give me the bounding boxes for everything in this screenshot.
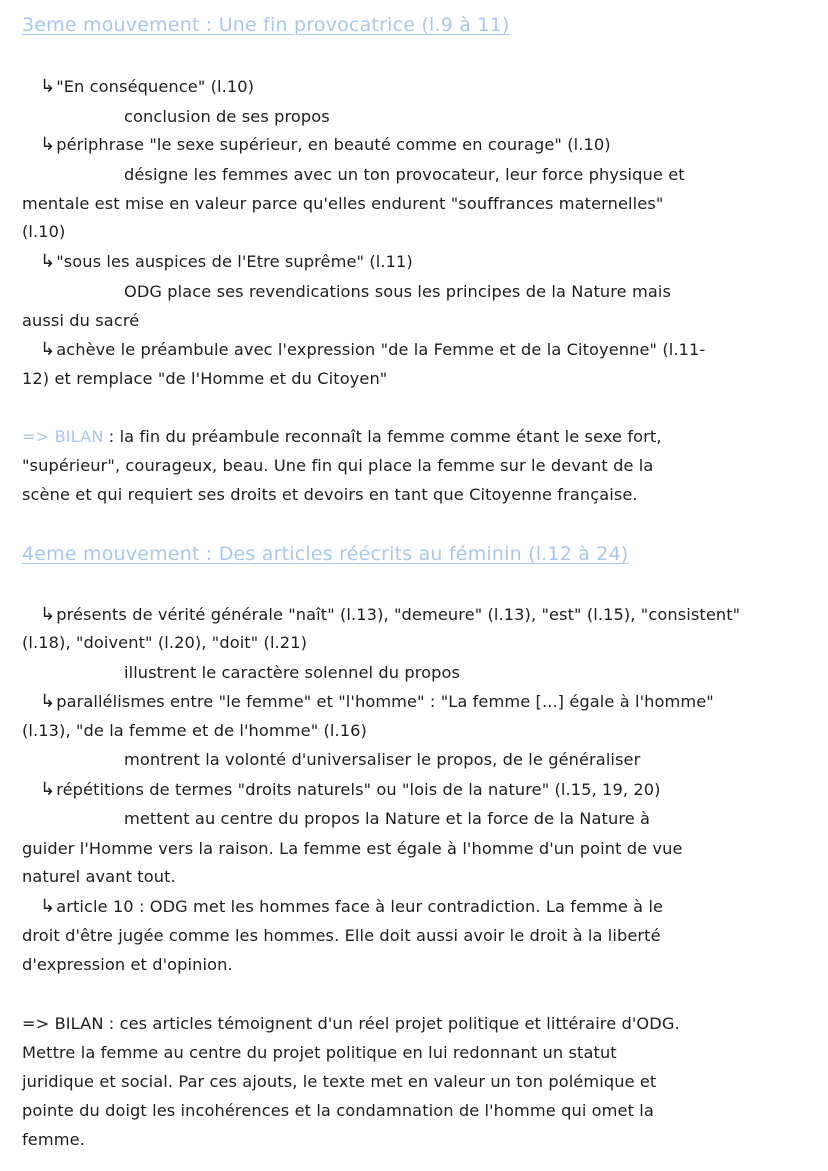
item-quote: achève le préambule avec l'expression "de la Femme et de la Citoyenne" (l.11-: [56, 340, 706, 359]
arrow-icon: ↳: [40, 779, 56, 800]
bilan-text: juridique et social. Par ces ajouts, le texte met en valeur un ton polémique et: [22, 1072, 657, 1091]
arrow-icon: ↳: [40, 251, 56, 272]
item-explanation: mentale est mise en valeur parce qu'elles endurent "souffrances maternelles": [22, 194, 664, 213]
item-4-4: [40, 896, 663, 918]
item-4-1: [40, 604, 740, 626]
bilan-text: : la fin du préambule reconnaît la femme comme étant le sexe fort,: [108, 427, 662, 446]
item-explanation: illustrent le caractère solennel du propos: [124, 663, 461, 682]
bilan-3: [22, 426, 662, 448]
item-3-1: [40, 76, 254, 98]
item-3-3: [40, 251, 413, 273]
item-4-3: [40, 779, 661, 801]
item-explanation: conclusion de ses propos: [124, 107, 330, 126]
item-quote-cont: (l.18), "doivent" (l.20), "doit" (l.21): [22, 633, 308, 652]
item-3-2: [40, 134, 611, 156]
bilan-label: => BILAN: [22, 1014, 104, 1033]
bilan-text: femme.: [22, 1130, 85, 1149]
item-explanation: ODG place ses revendications sous les principes de la Nature mais: [124, 282, 672, 301]
bilan-text: pointe du doigt les incohérences et la condamnation de l'homme qui omet la: [22, 1101, 654, 1120]
item-quote: "En conséquence" (l.10): [56, 77, 255, 96]
bilan-label: => BILAN: [22, 427, 104, 446]
item-quote: présents de vérité générale "naît" (l.13), "demeure" (l.13), "est" (l.15), "consistent": [56, 605, 741, 624]
arrow-icon: ↳: [40, 76, 56, 97]
item-quote: périphrase "le sexe supérieur, en beauté comme en courage" (l.10): [56, 135, 611, 154]
bilan-4: [22, 1013, 680, 1035]
arrow-icon: ↳: [40, 896, 56, 917]
item-quote: parallélismes entre "le femme" et "l'homme" : "La femme [...] égale à l'homme": [56, 692, 714, 711]
item-quote: répétitions de termes "droits naturels" ou "lois de la nature" (l.15, 19, 20): [56, 780, 661, 799]
arrow-icon: ↳: [40, 134, 56, 155]
section-3-heading: 3eme mouvement : Une fin provocatrice (l.9 à 11): [22, 14, 510, 36]
item-explanation: désigne les femmes avec un ton provocateur, leur force physique et: [124, 165, 685, 184]
item-quote: "sous les auspices de l'Etre suprême" (l.11): [56, 252, 413, 271]
bilan-text: : ces articles témoignent d'un réel projet politique et littéraire d'ODG.: [108, 1014, 680, 1033]
arrow-icon: ↳: [40, 604, 56, 625]
item-explanation: montrent la volonté d'universaliser le propos, de le généraliser: [124, 750, 641, 769]
bilan-text: scène et qui requiert ses droits et devoirs en tant que Citoyenne française.: [22, 485, 638, 504]
bilan-text: "supérieur", courageux, beau. Une fin qui place la femme sur le devant de la: [22, 456, 654, 475]
item-quote: article 10 : ODG met les hommes face à leur contradiction. La femme à le: [56, 897, 664, 916]
item-quote-cont: droit d'être jugée comme les hommes. Elle doit aussi avoir le droit à la liberté: [22, 926, 661, 945]
bilan-text: Mettre la femme au centre du projet politique en lui redonnant un statut: [22, 1043, 617, 1062]
item-quote-cont: (l.13), "de la femme et de l'homme" (l.16): [22, 721, 367, 740]
item-4-2: [40, 691, 714, 713]
item-quote-cont: d'expression et d'opinion.: [22, 955, 233, 974]
item-quote-cont: 12) et remplace "de l'Homme et du Citoyen": [22, 369, 388, 388]
item-3-4: [40, 339, 705, 361]
item-explanation: aussi du sacré: [22, 311, 140, 330]
arrow-icon: ↳: [40, 691, 56, 712]
section-4-heading: 4eme mouvement : Des articles réécrits au féminin (l.12 à 24): [22, 543, 629, 565]
item-explanation: naturel avant tout.: [22, 867, 176, 886]
item-explanation: (l.10): [22, 222, 66, 241]
item-explanation: mettent au centre du propos la Nature et la force de la Nature à: [124, 809, 651, 828]
arrow-icon: ↳: [40, 339, 56, 360]
item-explanation: guider l'Homme vers la raison. La femme est égale à l'homme d'un point de vue: [22, 839, 683, 858]
